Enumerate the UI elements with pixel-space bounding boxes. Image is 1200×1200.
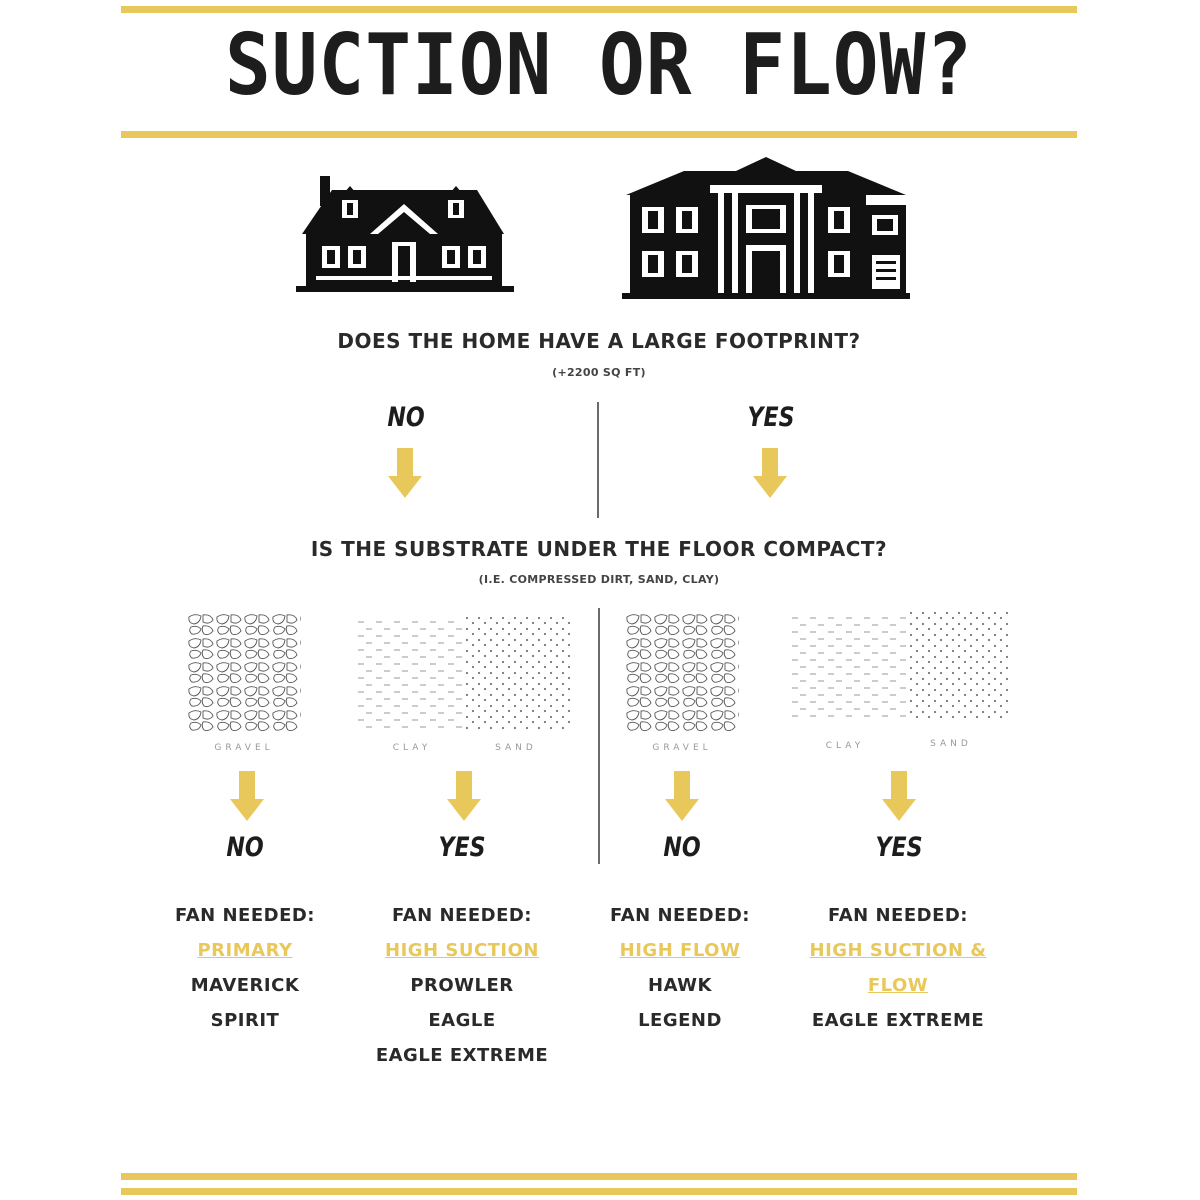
small-house-icon: [292, 172, 517, 297]
gravel-label: GRAVEL: [214, 743, 274, 753]
large-house-icon: [622, 155, 910, 300]
branch-divider-bottom: [598, 608, 600, 864]
substrate-note: (I.E. COMPRESSED DIRT, SAND, CLAY): [478, 573, 720, 586]
answer-no-compact: NO: [663, 832, 701, 863]
fan-needed-label: FAN NEEDED:: [609, 905, 751, 926]
gravel-label: GRAVEL: [652, 743, 712, 753]
title-underline: [121, 131, 1077, 138]
clay-label: CLAY: [825, 741, 865, 751]
down-arrow-icon: [447, 771, 481, 821]
bottom-rule: [121, 1188, 1077, 1195]
fan-type: PRIMARY: [197, 940, 293, 961]
fan-model: EAGLE EXTREME: [375, 1045, 549, 1066]
outcome-primary: [145, 898, 345, 1038]
gravel-texture: [187, 613, 301, 731]
question-substrate: IS THE SUBSTRATE UNDER THE FLOOR COMPACT?: [310, 537, 888, 561]
fan-model: HAWK: [648, 975, 712, 996]
gravel-texture: [625, 613, 739, 731]
outcome-high-suction-flow: [778, 898, 1018, 1038]
fan-model: LEGEND: [638, 1010, 722, 1031]
sand-texture: [908, 610, 1010, 722]
sand-texture: [464, 615, 574, 730]
branch-divider-top: [597, 402, 599, 518]
answer-no-compact: NO: [226, 832, 264, 863]
down-arrow-icon: [388, 448, 422, 498]
outcome-high-flow: [580, 898, 780, 1038]
bottom-rule: [121, 1173, 1077, 1180]
down-arrow-icon: [230, 771, 264, 821]
clay-label: CLAY: [392, 743, 432, 753]
fan-model: EAGLE: [428, 1010, 496, 1031]
sand-label: SAND: [495, 743, 537, 753]
clay-texture: [356, 618, 464, 730]
fan-model: SPIRIT: [210, 1010, 280, 1031]
clay-texture: [790, 614, 908, 722]
footprint-note: (+2200 SQ FT): [552, 366, 646, 379]
fan-type: HIGH SUCTION: [385, 940, 539, 961]
outcome-high-suction: [362, 898, 562, 1073]
answer-no-footprint: NO: [387, 402, 425, 433]
fan-model: EAGLE EXTREME: [811, 1010, 985, 1031]
page-title: SUCTION OR FLOW?: [224, 14, 974, 115]
fan-needed-label: FAN NEEDED:: [827, 905, 969, 926]
fan-type: HIGH FLOW: [619, 940, 741, 961]
down-arrow-icon: [882, 771, 916, 821]
down-arrow-icon: [665, 771, 699, 821]
question-footprint: DOES THE HOME HAVE A LARGE FOOTPRINT?: [337, 329, 861, 353]
fan-type: HIGH SUCTION & FLOW: [809, 940, 987, 996]
fan-needed-label: FAN NEEDED:: [174, 905, 316, 926]
fan-model: PROWLER: [410, 975, 514, 996]
top-rule: [121, 6, 1077, 13]
answer-yes-compact: YES: [438, 832, 486, 863]
down-arrow-icon: [753, 448, 787, 498]
fan-model: MAVERICK: [190, 975, 300, 996]
fan-needed-label: FAN NEEDED:: [391, 905, 533, 926]
sand-label: SAND: [930, 739, 972, 749]
answer-yes-compact: YES: [875, 832, 923, 863]
answer-yes-footprint: YES: [747, 402, 795, 433]
